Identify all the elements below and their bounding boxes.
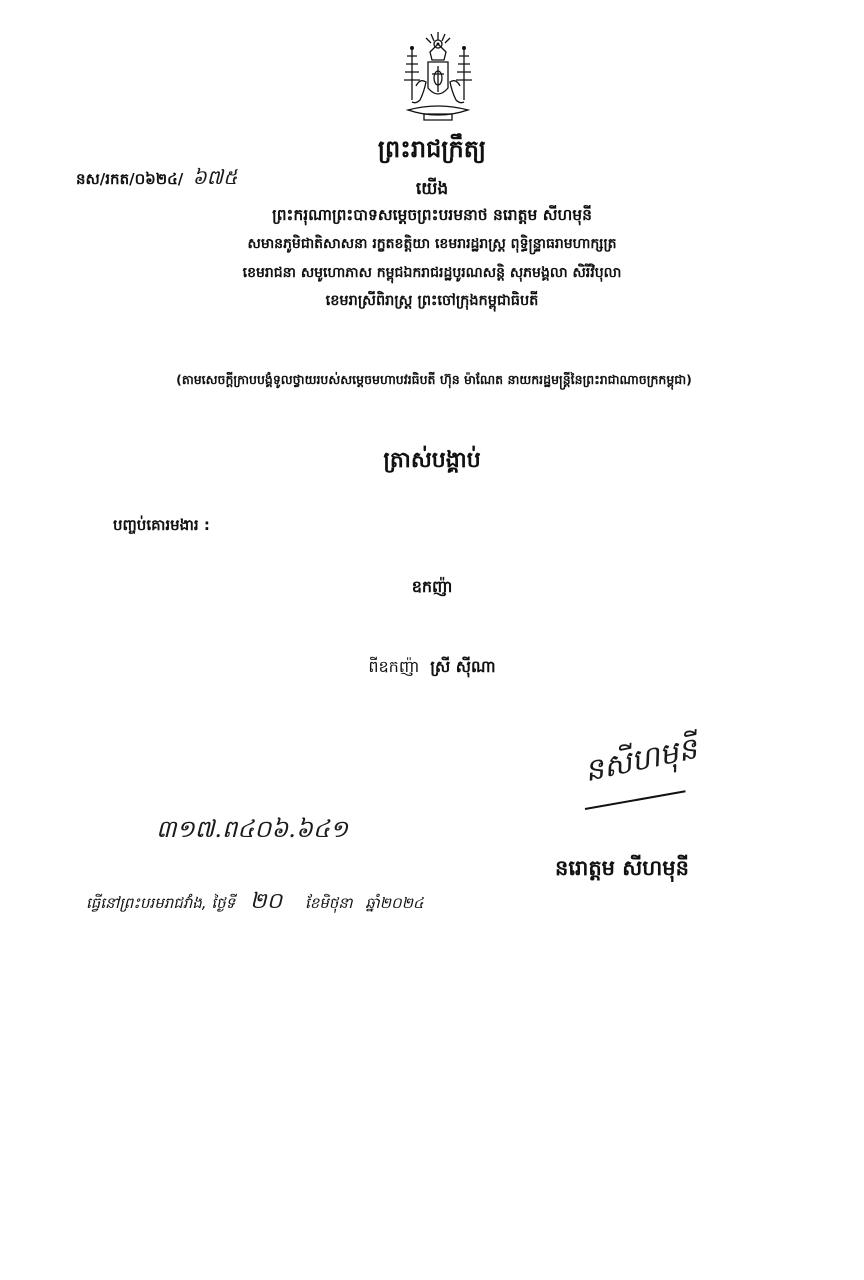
recipient-line — [0, 656, 864, 680]
king-title-line-1: ព្រះករុណាព្រះបាទសម្តេចព្រះបរមនាថ នរោត្តម សីហមុនី — [272, 206, 592, 224]
decree-heading: ត្រាស់បង្គាប់ — [383, 448, 481, 473]
date-day-handwritten: ២០ — [249, 889, 283, 914]
reference-number-handwritten: ៦៧៥ — [192, 165, 238, 189]
royal-coat-of-arms-icon — [398, 30, 478, 130]
date-year: ឆ្នាំ២០២៤ — [365, 894, 424, 912]
king-title-line-2: សមានភូមិជាតិសាសនា រក្ខតខត្តិយា ខេមរារដ្ឋរាស្ត្រ ពុទ្ធិន្ទ្រាធរាមហាក្សត្រ — [247, 236, 617, 252]
rank-title: ឧកញ៉ា — [411, 577, 453, 596]
handwritten-signature: នសីហមុនី — [581, 731, 701, 790]
rank-label: បញ្ចប់គោរមងារ : — [113, 516, 210, 534]
place-date-line — [86, 887, 424, 919]
decree-title: ព្រះរាជក្រឹត្យ — [377, 135, 487, 163]
king-title-line-3: ខេមរាជនា សមូហោភាស កម្ពុជឯករាជរដ្ឋបូរណសន្តិ សុភមង្គលា សិរីវិបុលា — [242, 265, 622, 281]
registration-number-handwritten: ៣១៧.ព៤០៦.៦៤១ — [156, 815, 348, 843]
recipient-prefix: ពីឧកញ៉ា — [368, 657, 420, 676]
signatory-name: នរោត្តម សីហមុនី — [555, 856, 689, 880]
recipient-name: ស្រី ស៊ីណា — [430, 657, 496, 676]
date-month: ខែមិថុនា — [304, 894, 353, 912]
place-date-prefix: ធ្វើនៅព្រះបរមរាជវាំង, ថ្ងៃទី — [86, 894, 236, 912]
king-title-line-4: ខេមរាស្រីពិរាស្ត្រ ព្រះចៅក្រុងកម្ពុជាធិបតី — [325, 293, 539, 309]
reference-number-printed: នស/រកត/០៦២៤/ — [76, 170, 184, 188]
we-heading: យើង — [415, 179, 449, 199]
royal-emblem — [398, 30, 478, 130]
proposal-text: (តាមសេចក្តីក្រាបបង្គំទូលថ្វាយរបស់សម្តេចមហាបវរធិបតី ហ៊ុន ម៉ាណែត នាយករដ្ឋមន្ត្រីនៃព្រះរាជាណាចក្រកម្ពុជា) — [176, 372, 692, 387]
